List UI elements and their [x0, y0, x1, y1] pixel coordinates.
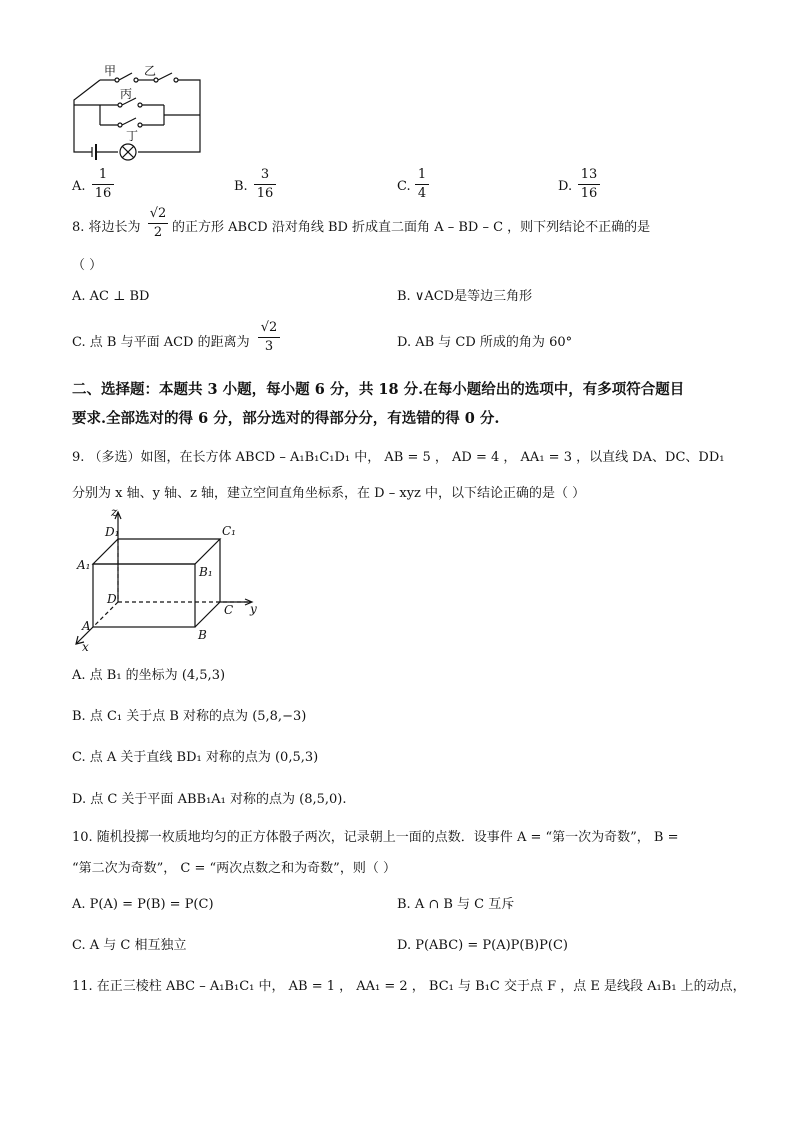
q7-option-b-letter: B. [234, 179, 248, 194]
q10-option-d: D. P(ABC) = P(A)P(B)P(C) [397, 938, 568, 953]
q7-option-b-frac [254, 167, 276, 202]
q8-option-b: B. ∨ACD是等边三角形 [397, 289, 533, 304]
fig-label-b: B [198, 628, 207, 642]
q9-option-b: B. 点 C₁ 关于点 B 对称的点为 (5,8,−3) [72, 709, 307, 724]
frac-num: 3 [260, 167, 270, 182]
q9-line1: 9. （多选）如图，在长方体 ABCD – A₁B₁C₁D₁ 中， AB = 5 ， AD = 4 ， AA₁ = 3 ，以直线 DA、DC、DD₁ [72, 450, 725, 465]
q7-option-d-frac [578, 167, 600, 202]
fig-label-b1: B₁ [199, 565, 213, 579]
q7-option-a-frac [92, 167, 114, 202]
q8-prefix: 8. 将边长为 [72, 220, 141, 235]
circuit-diagram [60, 60, 260, 175]
q8-stem: 的正方形 ABCD 沿对角线 BD 折成直二面角 A – BD – C ，则下列结论不正确的是 [172, 220, 651, 235]
label-bing: 丙 [120, 87, 133, 101]
cuboid-figure [65, 507, 265, 652]
q10-option-b: B. A ∩ B 与 C 互斥 [397, 897, 515, 912]
frac-den: 4 [417, 186, 427, 201]
q7-option-c-frac [415, 167, 429, 202]
q8-option-d: D. AB 与 CD 所成的角为 60° [397, 335, 573, 350]
frac-den: 16 [580, 186, 598, 201]
fig-label-a1: A₁ [77, 558, 91, 572]
fig-label-a: A [82, 619, 91, 633]
q10-option-a: A. P(A) = P(B) = P(C) [72, 897, 214, 912]
q10-option-c: C. A 与 C 相互独立 [72, 938, 187, 953]
q11-line1: 11. 在正三棱柱 ABC – A₁B₁C₁ 中， AB = 1 ， AA₁ = 2 ， BC₁ 与 B₁C 交于点 F ，点 E 是线段 A₁B₁ 上的动点， [72, 979, 746, 994]
q7-option-d-letter: D. [558, 179, 573, 194]
q8-paren: （ ） [72, 258, 103, 273]
fig-label-d: D [107, 592, 117, 606]
q10-line1: 10. 随机投掷一枚质地均匀的正方体骰子两次，记录朝上一面的点数．设事件 A = “第一次为奇数”， B = [72, 830, 679, 845]
q7-option-a-letter: A. [72, 179, 86, 194]
q7-option-c-letter: C. [397, 179, 411, 194]
fig-label-x: x [82, 640, 89, 654]
frac-den: 16 [94, 186, 112, 201]
fig-label-c1: C₁ [222, 524, 236, 538]
q9-line2: 分别为 x 轴、y 轴、z 轴，建立空间直角坐标系，在 D – xyz 中，以下结论正确的是（ ） [72, 486, 586, 501]
fig-label-y: y [250, 602, 257, 616]
frac-num: 1 [417, 167, 427, 182]
q8-option-c-frac [258, 320, 280, 355]
label-yi: 乙 [144, 64, 157, 78]
frac-num: 1 [98, 167, 108, 182]
q9-option-a: A. 点 B₁ 的坐标为 (4,5,3) [72, 668, 226, 683]
label-ding: 丁 [126, 129, 139, 143]
fig-label-d1: D₁ [105, 525, 120, 539]
fig-label-c: C [224, 603, 234, 617]
label-jia: 甲 [104, 64, 117, 78]
q9-option-c: C. 点 A 关于直线 BD₁ 对称的点为 (0,5,3) [72, 750, 319, 765]
q8-option-a: A. AC ⊥ BD [72, 289, 150, 304]
frac-num: 13 [580, 167, 598, 182]
q8-fraction [148, 206, 168, 241]
frac-num: √2 [149, 206, 167, 221]
section2-line2: 要求.全部选对的得 6 分，部分选对的得部分分，有选错的得 0 分. [72, 410, 500, 427]
frac-den: 16 [256, 186, 274, 201]
frac-num: √2 [260, 320, 278, 335]
q8-option-c: C. 点 B 与平面 ACD 的距离为 [72, 335, 250, 350]
q10-line2: “第二次为奇数”， C = “两次点数之和为奇数”，则（ ） [72, 861, 396, 876]
section2-line1: 二、选择题：本题共 3 小题，每小题 6 分，共 18 分.在每小题给出的选项中，有多项符合题目 [72, 381, 685, 398]
frac-den: 2 [153, 225, 163, 240]
q9-option-d: D. 点 C 关于平面 ABB₁A₁ 对称的点为 (8,5,0). [72, 792, 347, 807]
frac-den: 3 [264, 339, 274, 354]
fig-label-z: z [111, 505, 118, 519]
